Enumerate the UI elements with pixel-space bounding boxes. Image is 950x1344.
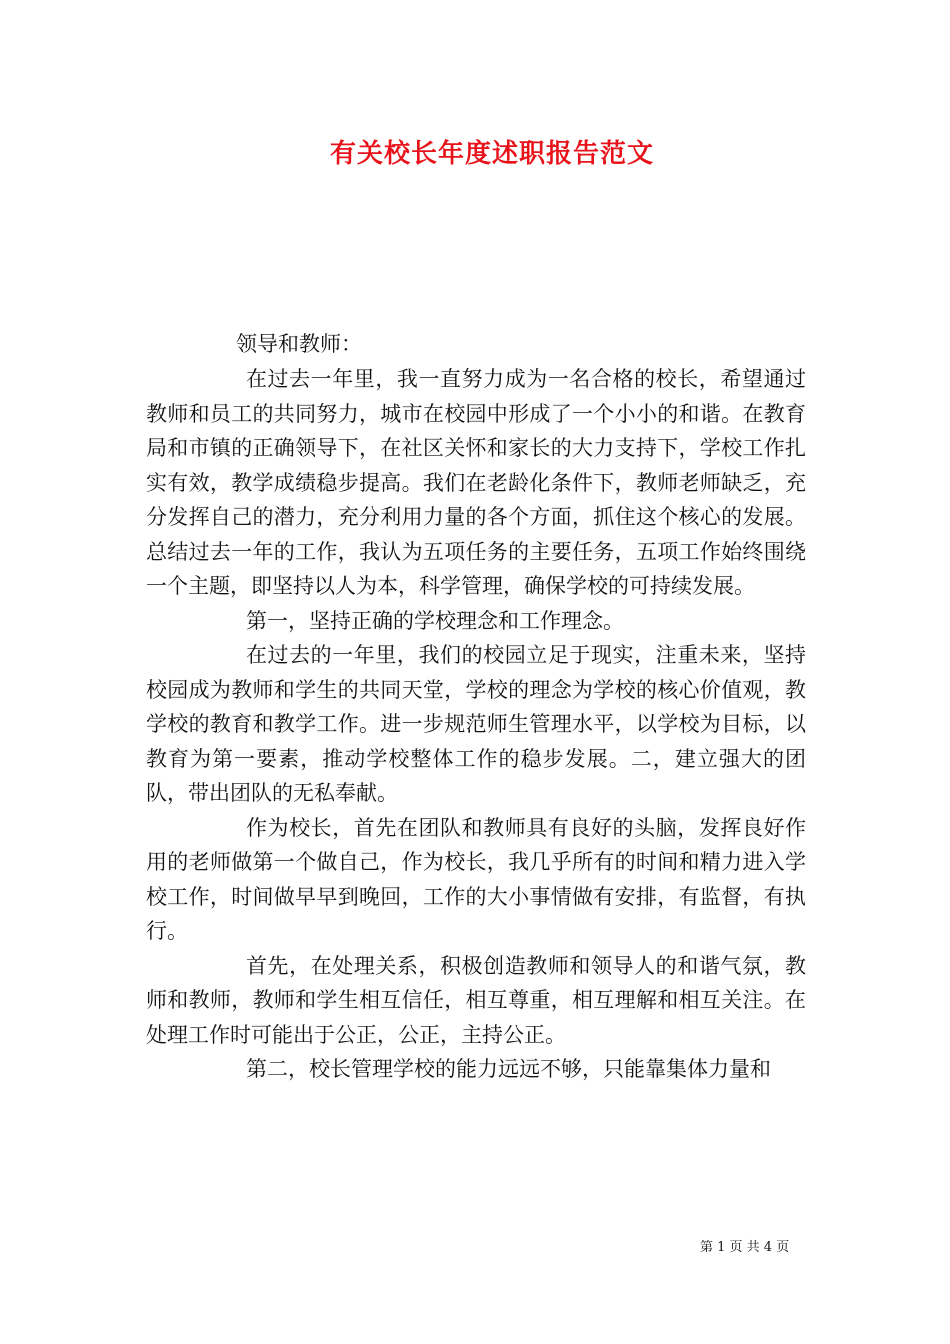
greeting-line: 领导和教师： bbox=[236, 332, 362, 356]
paragraph: 首先，在处理关系，积极创造教师和领导人的和谐气氛，教师和教师，教师和学生相互信任，相互尊重，相互理解和相互关注。在处理工作时可能出于公正，公正，主持公正。 bbox=[146, 953, 806, 1047]
paragraph: 第一，坚持正确的学校理念和工作理念。 bbox=[246, 608, 624, 633]
paragraph: 在过去一年里，我一直努力成为一名合格的校长，希望通过教师和员工的共同努力，城市在校园中形成了一个小小的和谐。在教育局和市镇的正确领导下，在社区关怀和家长的大力支持下，学校工作扎实有效，教学成绩稳步提高。我们在老龄化条件下，教师老师缺乏，充分发挥自己的潜力，充分利用力量的各个方面，抓住这个核心的发展。总结过去一年的工作，我认为五项任务的主要任务，五项工作始终围绕一个主题，即坚持以人为本，科学管理，确保学校的可持续发展。 bbox=[146, 367, 806, 598]
paragraph: 第二，校长管理学校的能力远远不够，只能靠集体力量和 bbox=[246, 1057, 771, 1081]
paragraph: 在过去的一年里，我们的校园立足于现实，注重未来，坚持校园成为教师和学生的共同天堂，学校的理念为学校的核心价值观，教学校的教育和教学工作。进一步规范师生管理水平，以学校为目标，以教育为第一要素，推动学校整体工作的稳步发展。二，建立强大的团队，带出团队的无私奉献。 bbox=[146, 643, 806, 805]
page-number-footer: 第 1 页 共 4 页 bbox=[700, 1240, 790, 1255]
paragraph: 作为校长，首先在团队和教师具有良好的头脑，发挥良好作用的老师做第一个做自己，作为校长，我几乎所有的时间和精力进入学校工作，时间做早早到晚回，工作的大小事情做有安排，有监督，有执行。 bbox=[146, 815, 806, 943]
document-body bbox=[146, 362, 806, 1087]
document-title: 有关校长年度述职报告范文 bbox=[330, 139, 655, 169]
